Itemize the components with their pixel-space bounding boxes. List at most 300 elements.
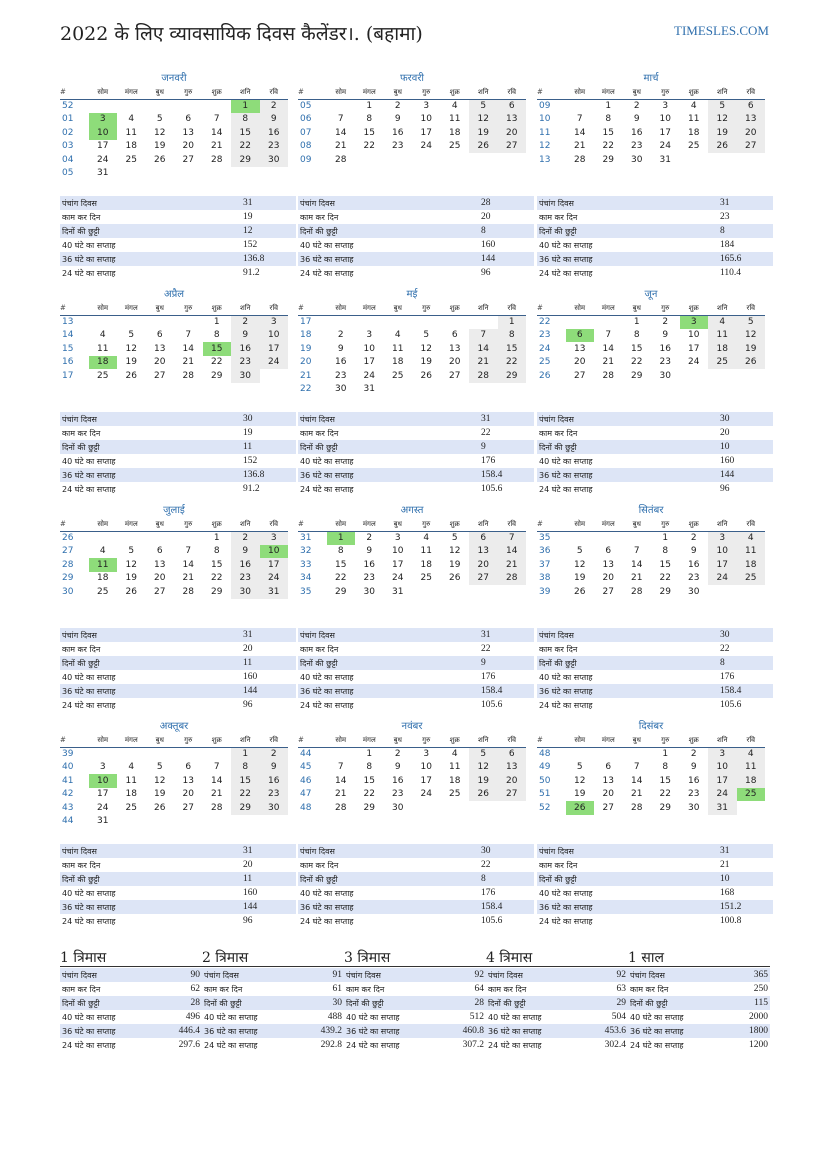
weekday-label: शनि — [708, 518, 737, 531]
stat-row — [298, 900, 534, 914]
stat-value: 11 — [241, 872, 296, 886]
stat-label: 24 घंटे का सप्ताह — [298, 698, 479, 712]
weekday-header-row — [298, 518, 526, 531]
stat-label: 36 घंटे का सप्ताह — [60, 468, 241, 482]
day-cell: 15 — [203, 342, 232, 356]
day-cell: 6 — [185, 114, 192, 125]
weekday-label: शुक्र — [203, 86, 232, 99]
day-cell: 20 — [574, 357, 586, 368]
day-cell: 3 — [708, 531, 737, 545]
stat-label: काम कर दिन — [60, 642, 241, 656]
day-cell — [708, 369, 737, 383]
weekday-label: सोम — [89, 86, 118, 99]
day-cell: 24 — [363, 370, 375, 381]
day-cell: 10 — [89, 126, 118, 140]
stat-row — [60, 698, 296, 712]
day-cell: 30 — [231, 369, 260, 383]
day-cell — [441, 383, 470, 397]
day-cell: 5 — [469, 747, 498, 761]
day-cell: 11 — [737, 545, 766, 559]
month-calendar — [537, 302, 765, 383]
weekday-label: शनि — [231, 518, 260, 531]
week-row — [298, 545, 526, 559]
day-cell: 11 — [392, 343, 404, 354]
day-cell: 24 — [659, 141, 671, 152]
week-row — [60, 572, 288, 586]
day-cell: 6 — [498, 747, 527, 761]
week-number: 26 — [537, 369, 566, 383]
stat-label: पंचांग दिवस — [60, 628, 241, 642]
day-cell: 9 — [366, 546, 373, 557]
stat-row — [628, 1024, 770, 1038]
stat-label: 36 घंटे का सप्ताह — [60, 900, 241, 914]
month-calendar — [537, 86, 765, 167]
month-name: फरवरी — [399, 73, 425, 84]
week-row — [60, 315, 288, 329]
day-cell: 31 — [659, 154, 671, 165]
weekday-label: शुक्र — [203, 302, 232, 315]
weekday-label: बुध — [623, 518, 652, 531]
stat-label: 36 घंटे का सप्ताह — [628, 1024, 730, 1038]
stat-label: काम कर दिन — [204, 984, 243, 994]
day-cell: 15 — [211, 559, 223, 570]
week-number: 13 — [60, 315, 89, 329]
day-cell: 23 — [392, 141, 404, 152]
day-cell: 12 — [708, 113, 737, 127]
day-cell: 12 — [737, 329, 766, 343]
day-cell: 23 — [260, 140, 289, 154]
day-cell: 13 — [602, 775, 614, 786]
day-cell: 5 — [469, 99, 498, 113]
weekday-label: सोम — [89, 302, 118, 315]
day-cell: 22 — [363, 789, 375, 800]
day-cell — [203, 167, 232, 181]
day-cell — [469, 585, 498, 599]
week-number: 10 — [537, 113, 566, 127]
day-cell: 18 — [125, 141, 137, 152]
weekday-header-row — [298, 302, 526, 315]
stat-value: 20 — [241, 642, 296, 656]
day-cell: 12 — [125, 343, 137, 354]
day-cell: 4 — [394, 330, 401, 341]
week-row — [60, 774, 288, 788]
day-cell: 12 — [420, 343, 432, 354]
day-cell: 8 — [662, 762, 669, 773]
week-row — [298, 356, 526, 370]
month-name: जून — [644, 289, 658, 300]
stat-value: 96 — [718, 482, 773, 496]
week-number: 13 — [537, 153, 566, 167]
day-cell: 7 — [185, 546, 192, 557]
day-cell — [594, 747, 623, 761]
week-number: 51 — [537, 788, 566, 802]
stat-row — [344, 968, 486, 982]
month-calendar — [60, 302, 288, 383]
day-cell: 26 — [125, 370, 137, 381]
day-cell: 31 — [97, 816, 109, 827]
stat-row — [537, 670, 773, 684]
week-row — [60, 140, 288, 154]
week-number: 42 — [60, 788, 89, 802]
day-cell: 2 — [633, 101, 640, 111]
day-cell: 7 — [633, 546, 640, 557]
day-cell: 28 — [211, 802, 223, 813]
day-cell: 29 — [659, 586, 671, 597]
week-number: 29 — [60, 572, 89, 586]
weekday-label: बुध — [146, 734, 175, 747]
day-cell: 2 — [260, 99, 289, 113]
day-cell: 11 — [688, 114, 700, 125]
stat-label: 24 घंटे का सप्ताह — [630, 1040, 684, 1050]
month-calendar — [298, 518, 526, 599]
weekday-label: गुरु — [412, 518, 441, 531]
stat-value: 439.2 — [304, 1024, 344, 1038]
week-number: 05 — [60, 167, 89, 181]
weekday-label: शनि — [231, 86, 260, 99]
stat-row — [344, 982, 486, 996]
stat-value: 136.8 — [241, 252, 296, 266]
day-cell: 18 — [688, 127, 700, 138]
day-cell: 9 — [260, 761, 289, 775]
day-cell: 15 — [602, 127, 614, 138]
day-cell — [737, 153, 766, 167]
stat-label: 36 घंटे का सप्ताह — [537, 468, 718, 482]
day-cell: 20 — [182, 789, 194, 800]
stat-value: 105.6 — [479, 482, 534, 496]
stat-value: 136.8 — [241, 468, 296, 482]
week-number: 40 — [60, 761, 89, 775]
stat-row — [202, 968, 344, 982]
week-number: 11 — [537, 126, 566, 140]
day-cell: 9 — [633, 114, 640, 125]
week-number: 16 — [60, 356, 89, 370]
day-cell: 9 — [394, 114, 401, 125]
day-cell: 21 — [469, 356, 498, 370]
day-cell: 30 — [260, 153, 289, 167]
week-row — [60, 167, 288, 181]
stat-label: 36 घंटे का सप्ताह — [60, 684, 241, 698]
stat-row — [344, 1038, 486, 1052]
day-cell: 24 — [420, 789, 432, 800]
day-cell: 9 — [231, 329, 260, 343]
week-row — [60, 801, 288, 815]
week-row — [537, 329, 765, 343]
stat-label: दिनों की छुट्टी — [298, 872, 479, 886]
weekday-label: मंगल — [117, 734, 146, 747]
stat-value: 184 — [718, 238, 773, 252]
month-block — [60, 288, 288, 383]
day-cell: 3 — [680, 315, 709, 329]
day-cell: 8 — [213, 330, 220, 341]
stat-value: 31 — [479, 628, 534, 642]
day-cell: 13 — [449, 343, 461, 354]
day-cell: 22 — [602, 141, 614, 152]
stat-row — [298, 886, 534, 900]
day-cell: 29 — [659, 802, 671, 813]
weekday-label: सोम — [566, 734, 595, 747]
stat-label: दिनों की छुट्टी — [60, 872, 241, 886]
day-cell: 16 — [260, 126, 289, 140]
day-cell: 19 — [708, 126, 737, 140]
week-number: 43 — [60, 801, 89, 815]
day-cell — [708, 585, 737, 599]
day-cell: 2 — [231, 315, 260, 329]
month-calendar — [298, 302, 526, 396]
week-number: 06 — [298, 113, 327, 127]
stat-label: दिनों की छुट्टी — [628, 996, 730, 1010]
day-cell: 10 — [420, 114, 432, 125]
stat-value: 176 — [479, 886, 534, 900]
day-cell: 20 — [449, 357, 461, 368]
day-cell: 9 — [662, 330, 669, 341]
summary-title: 3 त्रिमास — [344, 949, 486, 967]
stat-value: 92 — [588, 968, 628, 982]
day-cell: 18 — [97, 573, 109, 584]
month-name: दिसंबर — [638, 721, 664, 732]
week-number: 32 — [298, 545, 327, 559]
stat-value: 488 — [327, 1012, 342, 1022]
stat-row — [60, 252, 296, 266]
day-cell: 31 — [392, 586, 404, 597]
week-row — [537, 342, 765, 356]
stat-value: 453.6 — [588, 1024, 628, 1038]
month-calendar — [60, 518, 288, 599]
stat-row — [537, 224, 773, 238]
stat-value: 31 — [479, 412, 534, 426]
stat-value: 297.6 — [178, 1040, 200, 1050]
day-cell: 16 — [392, 775, 404, 786]
weekday-label: रवि — [737, 518, 766, 531]
day-cell: 30 — [260, 801, 289, 815]
week-row — [537, 356, 765, 370]
day-cell: 16 — [688, 775, 700, 786]
brand-link[interactable]: TIMESLES.COM — [674, 23, 769, 38]
day-cell: 27 — [469, 572, 498, 586]
day-cell: 8 — [633, 330, 640, 341]
stat-row — [344, 996, 486, 1010]
day-cell: 5 — [423, 330, 430, 341]
day-cell: 14 — [335, 775, 347, 786]
stat-value: 105.6 — [479, 698, 534, 712]
month-stats — [537, 844, 773, 928]
week-row — [60, 545, 288, 559]
week-number: 05 — [298, 99, 327, 113]
month-stats — [60, 628, 296, 712]
weekday-header-row — [60, 302, 288, 315]
day-cell: 5 — [128, 546, 135, 557]
stat-value: 22 — [479, 426, 534, 440]
stat-row — [60, 426, 296, 440]
day-cell — [384, 153, 413, 167]
day-cell: 28 — [631, 586, 643, 597]
day-cell: 4 — [451, 101, 458, 111]
day-cell: 15 — [231, 126, 260, 140]
summary-table — [202, 968, 344, 1052]
week-row — [537, 315, 765, 329]
month-name: नवंबर — [401, 721, 423, 732]
week-number: 36 — [537, 545, 566, 559]
day-cell: 18 — [392, 357, 404, 368]
day-cell: 17 — [260, 558, 289, 572]
stat-value: 31 — [241, 196, 296, 210]
stat-label: काम कर दिन — [630, 984, 669, 994]
day-cell — [412, 315, 441, 329]
weekday-label: सोम — [327, 302, 356, 315]
day-cell: 8 — [605, 114, 612, 125]
day-cell: 10 — [688, 330, 700, 341]
stat-row — [537, 210, 773, 224]
day-cell — [469, 383, 498, 397]
stat-label: 40 घंटे का सप्ताह — [298, 886, 479, 900]
summary-table — [486, 968, 628, 1052]
stat-label: पंचांग दिवस — [298, 196, 479, 210]
day-cell: 19 — [574, 789, 586, 800]
stat-row — [537, 900, 773, 914]
month-name: अप्रैल — [163, 289, 185, 300]
week-number: 47 — [298, 788, 327, 802]
day-cell — [260, 369, 289, 383]
day-cell: 26 — [708, 140, 737, 154]
weekday-label: शुक्र — [680, 734, 709, 747]
stat-label: काम कर दिन — [62, 984, 101, 994]
day-cell — [231, 167, 260, 181]
day-cell: 2 — [260, 747, 289, 761]
stat-label: 24 घंटे का सप्ताह — [60, 482, 241, 496]
day-cell: 26 — [154, 802, 166, 813]
summary-block — [60, 949, 202, 1052]
day-cell: 14 — [602, 343, 614, 354]
stat-label: दिनों की छुट्टी — [60, 656, 241, 670]
weekday-label: शनि — [708, 86, 737, 99]
month-block — [298, 504, 526, 599]
stat-row — [60, 872, 296, 886]
day-cell — [498, 153, 527, 167]
summary-block — [628, 949, 770, 1052]
summary-block — [486, 949, 628, 1052]
stat-label: काम कर दिन — [537, 858, 718, 872]
day-cell — [174, 531, 203, 545]
day-cell: 16 — [231, 342, 260, 356]
weekday-label: # — [60, 86, 89, 99]
stat-row — [537, 698, 773, 712]
day-cell: 27 — [449, 370, 461, 381]
day-cell: 3 — [423, 101, 430, 111]
day-cell: 28 — [182, 370, 194, 381]
weekday-label: शुक्र — [680, 518, 709, 531]
week-number: 38 — [537, 572, 566, 586]
stat-row — [537, 642, 773, 656]
day-cell: 13 — [602, 559, 614, 570]
week-row — [537, 113, 765, 127]
stat-label: 24 घंटे का सप्ताह — [537, 266, 718, 280]
day-cell: 28 — [335, 154, 347, 165]
stat-label: काम कर दिन — [537, 642, 718, 656]
day-cell: 4 — [737, 531, 766, 545]
day-cell: 2 — [337, 330, 344, 341]
day-cell: 6 — [185, 762, 192, 773]
stat-row — [60, 238, 296, 252]
day-cell: 6 — [737, 99, 766, 113]
day-cell — [327, 315, 356, 329]
day-cell: 22 — [498, 356, 527, 370]
summary-title: 4 त्रिमास — [486, 949, 628, 967]
stat-value: 144 — [718, 468, 773, 482]
day-cell: 19 — [125, 573, 137, 584]
stat-value: 446.4 — [162, 1024, 202, 1038]
weekday-label: # — [60, 302, 89, 315]
day-cell: 6 — [605, 762, 612, 773]
weekday-label: शनि — [469, 734, 498, 747]
day-cell — [708, 153, 737, 167]
day-cell: 30 — [392, 802, 404, 813]
day-cell: 21 — [182, 573, 194, 584]
week-number: 31 — [298, 531, 327, 545]
stat-label: 24 घंटे का सप्ताह — [60, 266, 241, 280]
day-cell: 25 — [688, 141, 700, 152]
day-cell — [117, 99, 146, 113]
stat-value: 460.8 — [446, 1024, 486, 1038]
day-cell: 31 — [260, 585, 289, 599]
weekday-label: मंगल — [355, 734, 384, 747]
stat-value: 158.4 — [479, 900, 534, 914]
day-cell: 19 — [737, 342, 766, 356]
weekday-label: गुरु — [651, 302, 680, 315]
day-cell: 6 — [156, 330, 163, 341]
weekday-label: शनि — [708, 302, 737, 315]
stat-row — [628, 1010, 770, 1024]
stat-label: पंचांग दिवस — [298, 628, 479, 642]
day-cell: 4 — [128, 114, 135, 125]
week-row — [60, 761, 288, 775]
weekday-label: बुध — [146, 86, 175, 99]
day-cell: 13 — [737, 113, 766, 127]
weekday-label: शुक्र — [441, 518, 470, 531]
stat-row — [537, 440, 773, 454]
weekday-label: गुरु — [412, 302, 441, 315]
week-row — [537, 788, 765, 802]
stat-row — [486, 968, 628, 982]
day-cell: 8 — [231, 761, 260, 775]
stat-label: 24 घंटे का सप्ताह — [298, 482, 479, 496]
day-cell: 4 — [690, 101, 697, 111]
day-cell: 13 — [182, 127, 194, 138]
weekday-label: बुध — [384, 302, 413, 315]
day-cell: 22 — [211, 573, 223, 584]
weekday-label: रवि — [498, 518, 527, 531]
stat-value: 11 — [241, 440, 296, 454]
stat-value: 30 — [241, 412, 296, 426]
day-cell: 30 — [659, 370, 671, 381]
month-calendar — [60, 734, 288, 828]
weekday-label: सोम — [89, 518, 118, 531]
weekday-label: रवि — [260, 86, 289, 99]
weekday-label: मंगल — [117, 518, 146, 531]
summary-table — [344, 968, 486, 1052]
stat-label: काम कर दिन — [298, 426, 479, 440]
stat-label: दिनों की छुट्टी — [537, 872, 718, 886]
week-row — [298, 585, 526, 599]
stat-label: 36 घंटे का सप्ताह — [298, 468, 479, 482]
day-cell: 25 — [737, 788, 766, 802]
stat-label: 24 घंटे का सप्ताह — [298, 914, 479, 928]
day-cell — [260, 167, 289, 181]
day-cell: 21 — [211, 141, 223, 152]
day-cell: 13 — [182, 775, 194, 786]
week-number: 12 — [537, 140, 566, 154]
stat-row — [202, 982, 344, 996]
day-cell: 16 — [363, 559, 375, 570]
day-cell: 23 — [631, 141, 643, 152]
